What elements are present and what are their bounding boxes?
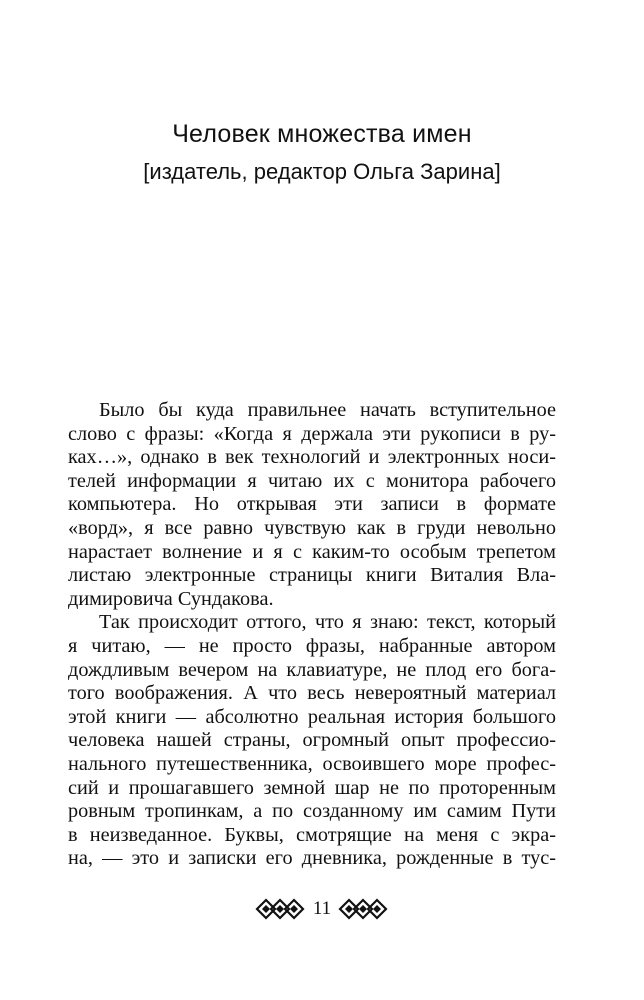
- page-title: Человек множества имен: [172, 120, 472, 148]
- text-line: нарастает волнение и я с каким-то особым трепетом: [68, 540, 556, 563]
- text-line: ровным тропинкам, а по созданному им самим Пути: [68, 800, 556, 823]
- paragraph-2: [68, 611, 556, 871]
- text-line: дождливым вечером на клавиатуре, не плод его бога-: [68, 658, 556, 681]
- text-line: я читаю, — не просто фразы, набранные автором: [68, 634, 556, 657]
- text-line: на, — это и записки его дневника, рожденные в тус-: [68, 847, 556, 870]
- text-line: того воображения. А что весь невероятный материал: [68, 682, 556, 705]
- text-line: этой книги — абсолютно реальная история большого: [68, 705, 556, 728]
- text-line: нального путешественника, освоившего море профес-: [68, 752, 556, 775]
- text-line: ках…», однако в век технологий и электронных носи-: [68, 446, 556, 469]
- body-text: [68, 399, 556, 871]
- text-line: телей информации я читаю их с монитора рабочего: [68, 469, 556, 492]
- text-line: «ворд», я все равно чувствую как в груди невольно: [68, 516, 556, 539]
- text-line: человека нашей страны, огромный опыт профессио-: [68, 729, 556, 752]
- page-subtitle: [издатель, редактор Ольга Зарина]: [143, 159, 501, 184]
- paragraph-1: [68, 399, 556, 611]
- text-line: сий и прошагавшего земной шар не по проторенным: [68, 776, 556, 799]
- text-line: слово с фразы: «Когда я держала эти рукописи в ру-: [68, 422, 556, 445]
- text-line: компьютера. Но открывая эти записи в формате: [68, 493, 556, 516]
- page-footer: [0, 897, 644, 923]
- text-line: Так происходит оттого, что я знаю: текст, который: [99, 611, 556, 634]
- text-line: в неизведанное. Буквы, смотрящие на меня с экра-: [68, 823, 556, 846]
- text-line: димировича Сундакова.: [68, 587, 274, 610]
- page-number: 11: [312, 898, 332, 919]
- text-line: листаю электронные страницы книги Виталия Вла-: [68, 564, 556, 587]
- text-line: Было бы куда правильнее начать вступительное: [99, 399, 556, 421]
- ornament-icon: [338, 898, 388, 920]
